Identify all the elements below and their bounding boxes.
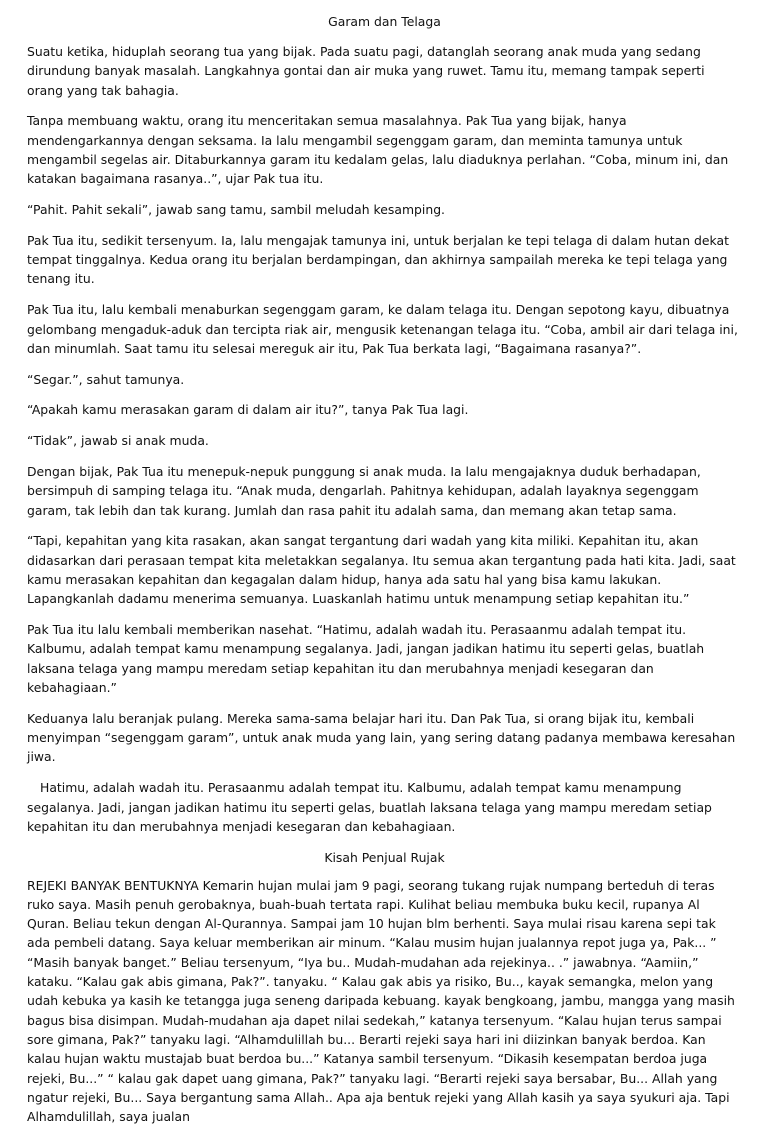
paragraph: Pak Tua itu lalu kembali memberikan nasehat. “Hatimu, adalah wadah itu. Perasaanmu adalah tempat itu. Kalbumu, adalah tempat kamu menampung segalanya. Jadi, jangan jadikan hatimu itu seperti gelas, buatlah laksana telaga yang mampu meredam setiap kepahitan itu dan merubahnya menjadi kesegaran dan kebahagiaan.” xyxy=(27,622,705,696)
paragraph: “Tidak”, jawab si anak muda. xyxy=(27,433,209,449)
paragraph: “Segar.”, sahut tamunya. xyxy=(27,371,185,387)
paragraph: Dengan bijak, Pak Tua itu menepuk-nepuk punggung si anak muda. Ia lalu mengajaknya duduk berhadapan, bersimpuh di samping telaga itu. “Anak muda, dengarlah. Pahitnya kehidupan, adalah layaknya segenggam garam, tak lebih dan tak kurang. Jumlah dan rasa pahit itu adalah sama, dan memang akan tetap sama. xyxy=(27,464,701,518)
story-title: Garam dan Telaga xyxy=(328,14,441,29)
paragraph: Pak Tua itu, sedikit tersenyum. Ia, lalu mengajak tamunya ini, untuk berjalan ke tepi telaga di dalam hutan dekat tempat tinggalnya. Kedua orang itu berjalan berdampingan, dan akhirnya sampailah mereka ke tepi telaga yang tenang itu. xyxy=(27,232,729,287)
paragraph: “Tapi, kepahitan yang kita rasakan, akan sangat tergantung dari wadah yang kita miliki. Kepahitan itu, akan didasarkan dari perasaan tempat kita meletakkan segalanya. Itu semua akan tergantung pada hati kita. Jadi, saat kamu merasakan kepahitan dan kegagalan dalam hidup, hanya ada satu hal yang bisa kamu lakukan. Lapangkanlah dadamu menerima semuanya. Luaskanlah hatimu untuk menampung setiap kepahitan itu.” xyxy=(27,533,736,607)
paragraph: Keduanya lalu beranjak pulang. Mereka sama-sama belajar hari itu. Dan Pak Tua, si orang bijak itu, kembali menyimpan “segenggam garam”, untuk anak muda yang lain, yang sering datang padanya membawa keresahan jiwa. xyxy=(27,710,736,765)
paragraph: REJEKI BANYAK BENTUKNYA Kemarin hujan mulai jam 9 pagi, seorang tukang rujak numpang berteduh di teras ruko saya. Masih penuh gerobaknya, buah-buah tertata rapi. Kulihat beliau membuka buku kecil, rupanya Al Quran. Beliau tekun dengan Al-Qurannya. Sampai jam 10 hujan blm berhenti. Saya mulai risau karena sepi tak ada pembeli datang. Saya keluar memberikan air minum. “Kalau musim hujan jualannya repot juga ya, Pak... ” “Masih banyak banget.” Beliau tersenyum, “Iya bu.. Mudah-mudahan ada rejekinya.. .” jawabnya. “Aamiin,” kataku. “Kalau gak abis gimana, Pak?”. tanyaku. “ Kalau gak abis ya risiko, Bu.., kayak semangka, melon yang udah kebuka ya kasih ke tetangga juga seneng daripada kebuang. kayak bengkoang, jambu, mangga yang masih bagus bisa disimpan. Mudah-mudahan aja dapet nilai sedekah,” katanya tersenyum. “Kalau hujan terus sampai sore gimana, Pak?” tanyaku lagi. “Alhamdulillah bu... Berarti rejeki saya hari ini diizinkan banyak berdoa. Kan kalau hujan waktu mustajab buat berdoa bu...” Katanya sambil tersenyum. “Dikasih kesempatan berdoa juga rejeki, Bu...” “ kalau gak dapet uang gimana, Pak?” tanyaku lagi. “Berarti rejeki saya bersabar, Bu... Allah yang ngatur rejeki, Bu... Saya bergantung sama Allah.. Apa aja bentuk rejeki yang Allah kasih ya saya syukuri aja. Tapi Alhamdulillah, saya jualan xyxy=(27,877,735,1125)
second-story-title: Kisah Penjual Rujak xyxy=(324,849,445,865)
paragraph: “Apakah kamu merasakan garam di dalam air itu?”, tanya Pak Tua lagi. xyxy=(27,402,469,418)
paragraph: Suatu ketika, hiduplah seorang tua yang bijak. Pada suatu pagi, datanglah seorang anak muda yang sedang dirundung banyak masalah. Langkahnya gontai dan air muka yang ruwet. Tamu itu, memang tampak seperti orang yang tak bahagia. xyxy=(27,44,705,98)
paragraph: Hatimu, adalah wadah itu. Perasaanmu adalah tempat itu. Kalbumu, adalah tempat kamu menampung segalanya. Jadi, jangan jadikan hatimu itu seperti gelas, buatlah laksana telaga yang mampu meredam setiap kepahitan itu dan merubahnya menjadi kesegaran dan kebahagiaan. xyxy=(27,780,712,834)
paragraph: Pak Tua itu, lalu kembali menaburkan segenggam garam, ke dalam telaga itu. Dengan sepotong kayu, dibuatnya gelombang mengaduk-aduk dan tercipta riak air, mengusik ketenangan telaga itu. “Coba, ambil air dari telaga ini, dan minumlah. Saat tamu itu selesai mereguk air itu, Pak Tua berkata lagi, “Bagaimana rasanya?”. xyxy=(27,302,738,356)
paragraph: “Pahit. Pahit sekali”, jawab sang tamu, sambil meludah kesamping. xyxy=(27,202,445,218)
paragraph: Tanpa membuang waktu, orang itu menceritakan semua masalahnya. Pak Tua yang bijak, hanya mendengarkannya dengan seksama. Ia lalu mengambil segenggam garam, dan meminta tamunya untuk mengambil segelas air. Ditaburkannya garam itu kedalam gelas, lalu diaduknya perlahan. “Coba, minum ini, dan katakan bagaimana rasanya..”, ujar Pak tua itu. xyxy=(27,113,729,187)
